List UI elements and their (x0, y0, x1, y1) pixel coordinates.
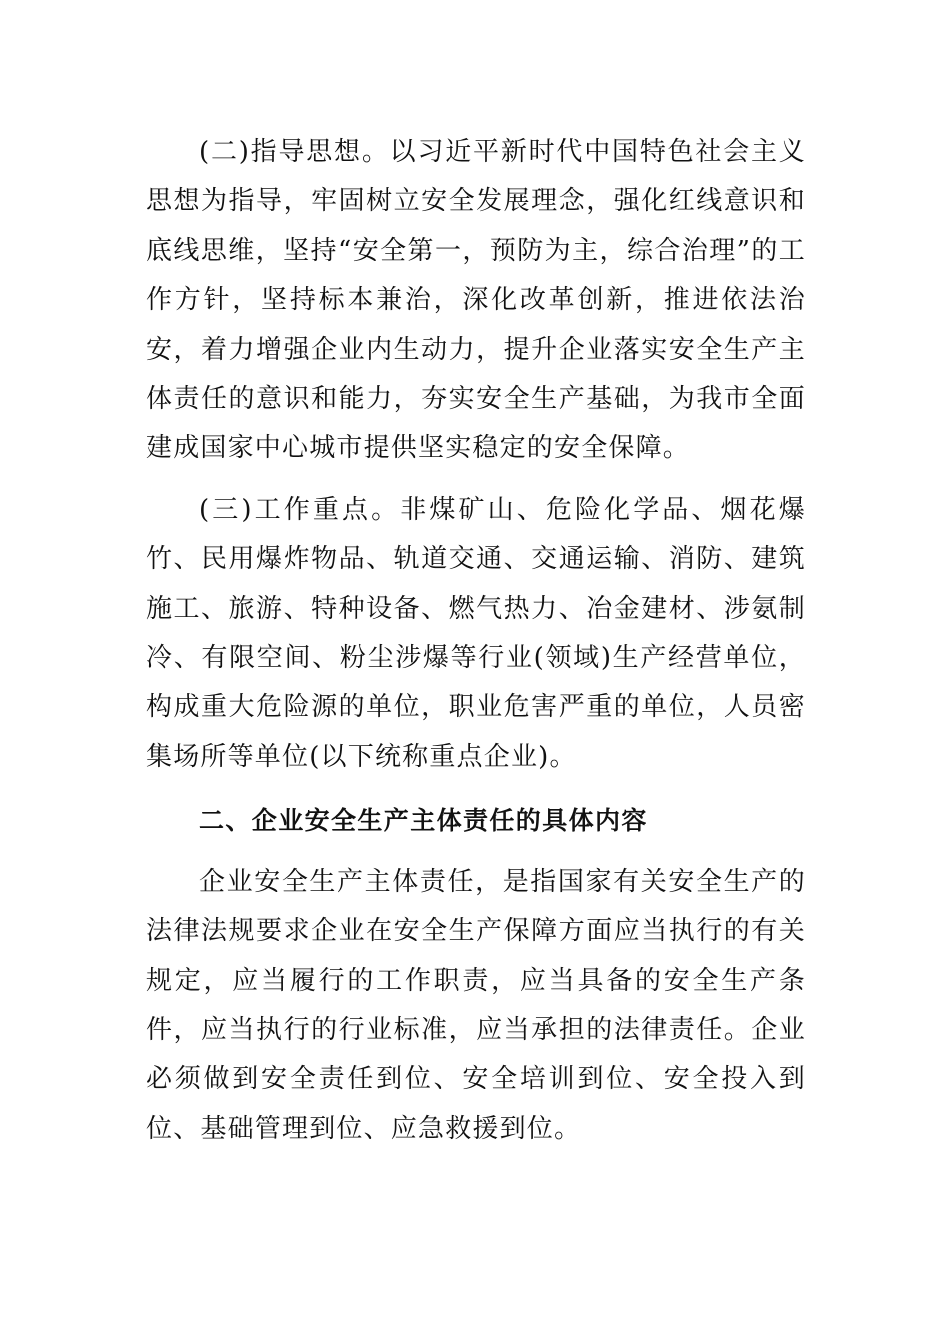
paragraph-responsibility-definition: 企业安全生产主体责任，是指国家有关安全生产的法律法规要求企业在安全生产保障方面应当执行的有关规定，应当履行的工作职责，应当具备的安全生产条件，应当执行的行业标准，应当承担的法律责任。企业必须做到安全责任到位、安全培训到位、安全投入到位、基础管理到位、应急救援到位。 (146, 866, 806, 1144)
paragraph-work-focus: (三)工作重点。非煤矿山、危险化学品、烟花爆竹、民用爆炸物品、轨道交通、交通运输、消防、建筑施工、旅游、特种设备、燃气热力、冶金建材、涉氨制冷、有限空间、粉尘涉爆等行业(领域)生产经营单位，构成重大危险源的单位，职业危害严重的单位，人员密集场所等单位(以下统称重点企业)。 (146, 494, 806, 772)
paragraph-guiding-thought: (二)指导思想。以习近平新时代中国特色社会主义思想为指导，牢固树立安全发展理念，强化红线意识和底线思维，坚持“安全第一，预防为主，综合治理”的工作方针，坚持标本兼治，深化改革创新，推进依法治安，着力增强企业内生动力，提升企业落实安全生产主体责任的意识和能力，夯实安全生产基础，为我市全面建成国家中心城市提供坚实稳定的安全保障。 (146, 137, 806, 464)
document-body (146, 128, 806, 1154)
section-heading-two: 二、企业安全生产主体责任的具体内容 (199, 806, 648, 836)
